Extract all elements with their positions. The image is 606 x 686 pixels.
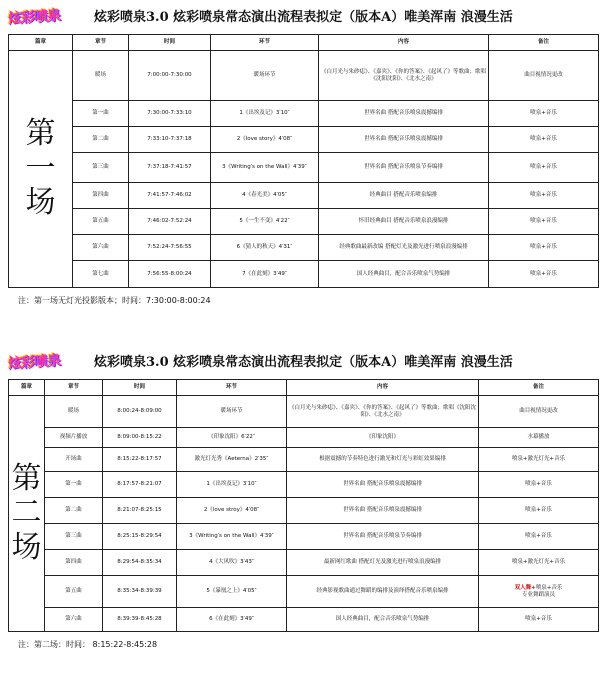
- segment-cell: 6《在此刻》3′49″: [177, 608, 287, 632]
- content-cell: 怀旧经典曲目 搭配音乐喷泉浪漫编排: [319, 209, 489, 235]
- time-cell: 8:00:24-8:09:00: [103, 396, 177, 428]
- segment-cell: 2《love stroy》4′08″: [177, 498, 287, 524]
- table-row: [9, 498, 599, 524]
- chapter-cell: 暖场: [73, 51, 129, 101]
- remark-cell: 喷泉+音乐: [489, 101, 599, 127]
- time-cell: 8:35:34-8:39:39: [103, 576, 177, 608]
- chapter-cell: 第一曲: [73, 101, 129, 127]
- table-row: [9, 608, 599, 632]
- column-header: 篇章: [9, 380, 45, 396]
- segment-cell: 4《大风吹》3′43″: [177, 550, 287, 576]
- content-cell: 最新网红歌曲 搭配灯光及激光进行喷泉浪漫编排: [287, 550, 479, 576]
- segment-cell: 7《在此刻》3′49″: [211, 261, 319, 288]
- sheet-header: [8, 347, 598, 379]
- chapter-cell: 第三曲: [45, 524, 103, 550]
- content-cell: 《印象沈阳》: [287, 428, 479, 448]
- content-cell: 经典曲目 搭配音乐喷泉编排: [319, 183, 489, 209]
- chapter-cell: 开场曲: [45, 448, 103, 472]
- remark-cell: 水幕播放: [479, 428, 599, 448]
- remark-cell: 喷泉+音乐: [479, 472, 599, 498]
- time-cell: 8:21:07-8:25:15: [103, 498, 177, 524]
- column-header: 时间: [103, 380, 177, 396]
- remark-cell: 喷泉+音乐: [489, 153, 599, 183]
- column-header: 篇章: [9, 35, 73, 51]
- logo: 炫彩喷泉: [7, 7, 61, 28]
- remark-cell: 曲目视情况更改: [489, 51, 599, 101]
- content-cell: 世界名曲 搭配音乐喷泉节奏编排: [287, 524, 479, 550]
- table-row: [9, 51, 599, 101]
- session-label: 第二场: [9, 396, 45, 632]
- content-cell: 世界名曲 搭配音乐喷泉震撼编排: [287, 472, 479, 498]
- table-row: [9, 396, 599, 428]
- table-row: [9, 550, 599, 576]
- table-header-row: [9, 35, 599, 51]
- time-cell: 7:00:00-7:30:00: [129, 51, 211, 101]
- segment-cell: 暖场环节: [177, 396, 287, 428]
- time-cell: 7:33:10-7:37:18: [129, 127, 211, 153]
- session-label: 第一场: [9, 51, 73, 288]
- content-cell: 《白月光与朱砂痣》、《嘉宾》、《你的答案》、《起风了》等歌曲；歌唱《沈阳沈阳》、《北水之南》: [287, 396, 479, 428]
- chapter-cell: 暖场: [45, 396, 103, 428]
- time-cell: 8:25:15-8:29:54: [103, 524, 177, 550]
- time-cell: 7:46:02-7:52:24: [129, 209, 211, 235]
- segment-cell: 1《出埃及记》3′10″: [177, 472, 287, 498]
- page-title: 炫彩喷泉3.0 炫彩喷泉常态演出流程表拟定（版本A）唯美浑南 浪漫生活: [94, 10, 513, 25]
- column-header: 备注: [479, 380, 599, 396]
- chapter-cell: 第二曲: [73, 127, 129, 153]
- segment-cell: 5《一生不变》4′22″: [211, 209, 319, 235]
- content-cell: 世界名曲 搭配音乐喷泉节奏编排: [319, 153, 489, 183]
- time-cell: 8:29:54-8:35:34: [103, 550, 177, 576]
- time-cell: 7:37:18-7:41:57: [129, 153, 211, 183]
- segment-cell: 3《Writing′s on the Wall》4′39″: [177, 524, 287, 550]
- remark-cell: 喷泉+激光灯光+音乐: [479, 550, 599, 576]
- column-header: 章节: [45, 380, 103, 396]
- table-row: [9, 524, 599, 550]
- remark-cell: 曲目视情况更改: [479, 396, 599, 428]
- remark-subtext: 专业舞蹈演员: [521, 591, 555, 598]
- table-row: [9, 576, 599, 608]
- table-row: [9, 183, 599, 209]
- column-header: 内容: [319, 35, 489, 51]
- segment-cell: 6《猜人的秋天》4′31″: [211, 235, 319, 261]
- content-cell: 世界名曲 搭配音乐喷泉震撼编排: [319, 127, 489, 153]
- chapter-cell: 第五曲: [73, 209, 129, 235]
- segment-cell: 《印象沈阳》6′22″: [177, 428, 287, 448]
- segment-cell: 激光灯光秀《Aeterna》2′35″: [177, 448, 287, 472]
- content-cell: 国人经典曲目，配合音乐喷泉气势编排: [319, 261, 489, 288]
- table-row: [9, 127, 599, 153]
- chapter-cell: 第一曲: [45, 472, 103, 498]
- table-row: [9, 261, 599, 288]
- schedule-sheet-2: [8, 347, 598, 650]
- table-row: [9, 101, 599, 127]
- time-cell: 7:41:57-7:46:02: [129, 183, 211, 209]
- remark-cell: 喷泉+音乐: [489, 183, 599, 209]
- content-cell: 国人经典曲目，配合音乐喷泉气势编排: [287, 608, 479, 632]
- time-cell: 7:56:55-8:00:24: [129, 261, 211, 288]
- segment-cell: 4《春光美》4′05″: [211, 183, 319, 209]
- column-header: 时间: [129, 35, 211, 51]
- chapter-cell: 第七曲: [73, 261, 129, 288]
- remark-cell: 喷泉+音乐: [489, 235, 599, 261]
- footnote: 注：第二场：时间： 8:15:22-8:45:28: [18, 640, 158, 649]
- segment-cell: 暖场环节: [211, 51, 319, 101]
- time-cell: 8:39:39-8:45:28: [103, 608, 177, 632]
- logo: 炫彩喷泉: [7, 352, 61, 373]
- schedule-table: [8, 34, 599, 288]
- table-row: [9, 428, 599, 448]
- table-row: [9, 235, 599, 261]
- chapter-cell: 第五曲: [45, 576, 103, 608]
- segment-cell: 5《暴凰之上》4′05″: [177, 576, 287, 608]
- remark-cell: 喷泉+音乐: [479, 524, 599, 550]
- column-header: 环节: [211, 35, 319, 51]
- table-header-row: [9, 380, 599, 396]
- time-cell: 8:15:22-8:17:57: [103, 448, 177, 472]
- sheet-header: [8, 2, 598, 34]
- segment-cell: 3《Writing′s on the Wall》4′39″: [211, 153, 319, 183]
- table-row: [9, 448, 599, 472]
- segment-cell: 1《出埃及记》3′10″: [211, 101, 319, 127]
- content-cell: 世界名曲 搭配音乐喷泉震撼编排: [319, 101, 489, 127]
- table-row: [9, 472, 599, 498]
- remark-cell: 喷泉+音乐: [489, 209, 599, 235]
- content-cell: 经典影视歌曲通过舞蹈的编排及演绎搭配音乐喷泉编排: [287, 576, 479, 608]
- remark-cell: 喷泉+音乐: [479, 608, 599, 632]
- remark-cell: 喷泉+音乐: [489, 261, 599, 288]
- column-header: 环节: [177, 380, 287, 396]
- chapter-cell: 第二曲: [45, 498, 103, 524]
- remark-highlight: 双人舞+: [514, 584, 536, 591]
- chapter-cell: 第六曲: [73, 235, 129, 261]
- chapter-cell: 第四曲: [73, 183, 129, 209]
- time-cell: 7:52:24-7:56:55: [129, 235, 211, 261]
- remark-cell: 喷泉+激光灯光+音乐: [479, 448, 599, 472]
- content-cell: 根据震撼的节奏特色进行激光和灯光与彩虹效果编排: [287, 448, 479, 472]
- schedule-sheet-1: [8, 2, 598, 306]
- time-cell: 8:17:57-8:21:07: [103, 472, 177, 498]
- footnote: 注：第一场无灯光投影版本；时间：7:30:00-8:00:24: [18, 296, 211, 305]
- chapter-cell: 第四曲: [45, 550, 103, 576]
- column-header: 章节: [73, 35, 129, 51]
- chapter-cell: 视频片播放: [45, 428, 103, 448]
- time-cell: 7:30:00-7:33:10: [129, 101, 211, 127]
- column-header: 内容: [287, 380, 479, 396]
- remark-cell: [479, 576, 599, 608]
- schedule-table: [8, 379, 599, 632]
- page-title: 炫彩喷泉3.0 炫彩喷泉常态演出流程表拟定（版本A）唯美浑南 浪漫生活: [94, 355, 513, 370]
- content-cell: 《白月光与朱砂痣》、《嘉宾》、《你的答案》、《起风了》等歌曲；歌唱《沈阳沈阳》、《北水之南》: [319, 51, 489, 101]
- table-row: [9, 153, 599, 183]
- remark-text: 喷泉+音乐: [535, 584, 563, 591]
- content-cell: 世界名曲 搭配音乐喷泉震撼编排: [287, 498, 479, 524]
- chapter-cell: 第三曲: [73, 153, 129, 183]
- table-row: [9, 209, 599, 235]
- segment-cell: 2《love story》4′08″: [211, 127, 319, 153]
- remark-cell: 喷泉+音乐: [489, 127, 599, 153]
- column-header: 备注: [489, 35, 599, 51]
- content-cell: 经典歌曲最新改编 搭配灯光及激光进行喷泉浪漫编排: [319, 235, 489, 261]
- remark-cell: 喷泉+音乐: [479, 498, 599, 524]
- chapter-cell: 第六曲: [45, 608, 103, 632]
- time-cell: 8:09:00-8:15:22: [103, 428, 177, 448]
